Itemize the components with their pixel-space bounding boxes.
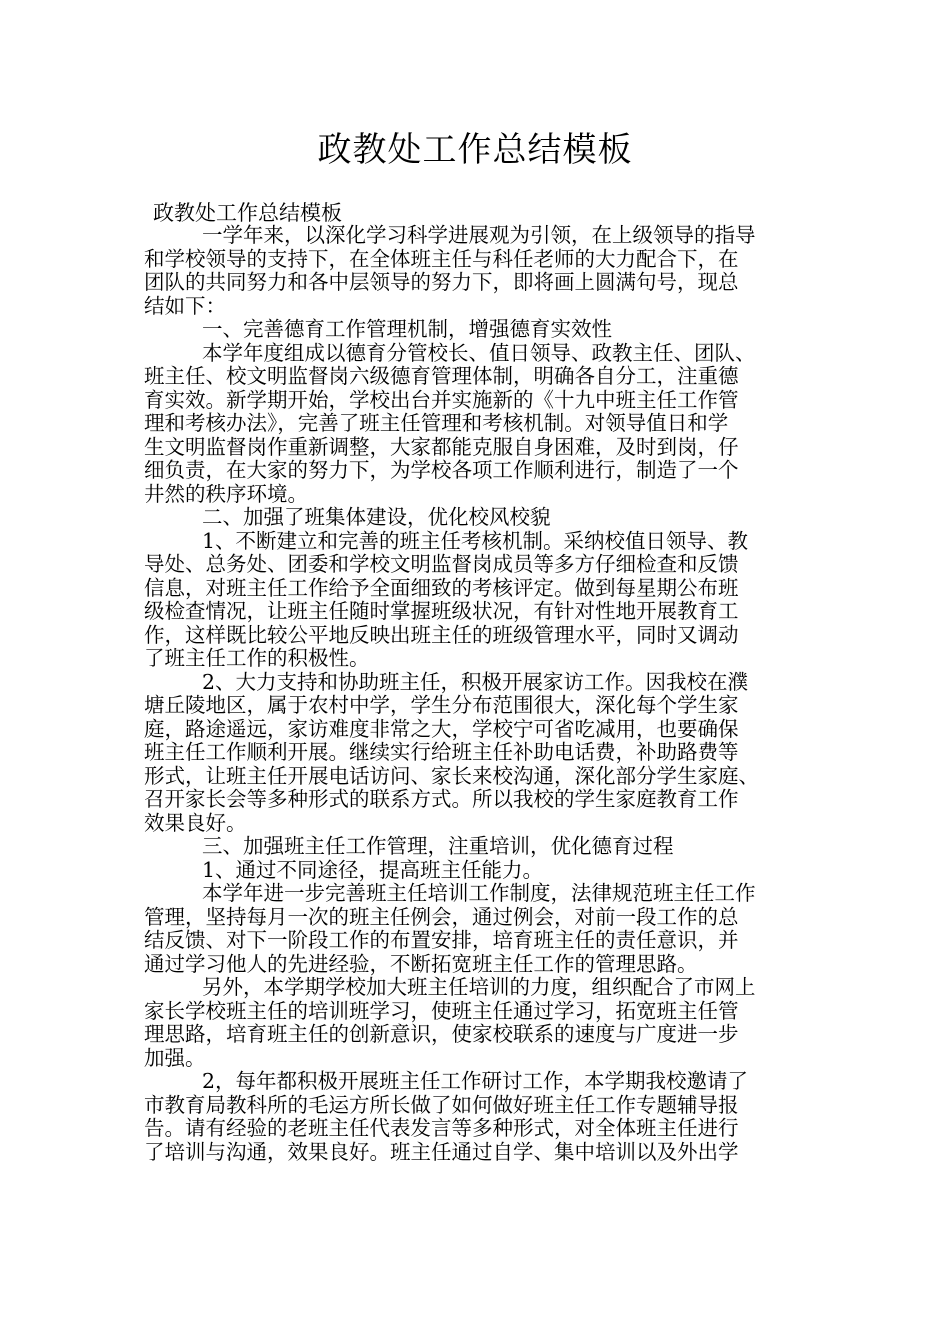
body-text-line: 形式，让班主任开展电话访问、家长来校沟通，深化部分学生家庭、 <box>144 763 759 788</box>
body-text-line: 了班主任工作的积极性。 <box>144 646 370 670</box>
body-text-line: 本学年度组成以德育分管校长、值日领导、政教主任、团队、 <box>202 340 756 365</box>
body-text-line: 生文明监督岗作重新调整，大家都能克服自身困难，及时到岗，仔 <box>144 434 739 459</box>
body-text-line: 导处、总务处、团委和学校文明监督岗成员等多方仔细检查和反馈 <box>144 552 739 576</box>
body-text-line: 管理，坚持每月一次的班主任例会，通过例会，对前一段工作的总 <box>144 904 739 929</box>
body-text-line: 井然的秩序环境。 <box>144 481 308 506</box>
body-text-line: 庭，路途遥远，家访难度非常之大，学校宁可省吃减用，也要确保 <box>144 716 739 741</box>
body-text-line: 一、完善德育工作管理机制，增强德育实效性 <box>202 317 612 341</box>
body-text-line: 细负责，在大家的努力下，为学校各项工作顺利进行，制造了一个 <box>144 458 739 482</box>
body-text-line: 1、不断建立和完善的班主任考核机制。采纳校值日领导、教 <box>202 528 749 553</box>
body-text-line: 团队的共同努力和各中层领导的努力下，即将画上圆满句号，现总 <box>144 270 739 294</box>
body-text-line: 理和考核办法》，完善了班主任管理和考核机制。对领导值日和学 <box>144 411 729 435</box>
body-text-line: 市教育局教科所的毛运方所长做了如何做好班主任工作专题辅导报 <box>144 1092 739 1117</box>
body-text-line: 二、加强了班集体建设，优化校风校貌 <box>202 505 551 529</box>
body-text-line: 级检查情况，让班主任随时掌握班级状况，有针对性地开展教育工 <box>144 599 739 623</box>
body-text-line: 本学年进一步完善班主任培训工作制度，法律规范班主任工作 <box>202 881 756 905</box>
body-text-line: 另外，本学期学校加大班主任培训的力度，组织配合了市网上 <box>202 975 756 999</box>
document-subtitle: 政教处工作总结模板 <box>153 201 342 225</box>
body-text-line: 了培训与沟通，效果良好。班主任通过自学、集中培训以及外出学 <box>144 1139 739 1164</box>
body-text-line: 家长学校班主任的培训班学习，使班主任通过学习，拓宽班主任管 <box>144 998 739 1023</box>
body-text-line: 理思路，培育班主任的创新意识，使家校联系的速度与广度进一步 <box>144 1022 739 1046</box>
body-text-line: 1、通过不同途径，提高班主任能力。 <box>202 857 544 882</box>
body-text-line: 2，每年都积极开展班主任工作研讨工作，本学期我校邀请了 <box>202 1069 749 1093</box>
body-text-line: 班主任工作顺利开展。继续实行给班主任补助电话费，补助路费等 <box>144 740 739 764</box>
body-text-line: 育实效。新学期开始，学校出台并实施新的《十九中班主任工作管 <box>144 387 739 412</box>
body-text-line: 一学年来，以深化学习科学进展观为引领，在上级领导的指导 <box>202 223 756 247</box>
body-text-line: 加强。 <box>144 1045 206 1070</box>
body-text-line: 召开家长会等多种形式的联系方式。所以我校的学生家庭教育工作 <box>144 787 739 811</box>
body-text-line: 结如下： <box>144 293 226 318</box>
body-text-line: 塘丘陵地区，属于农村中学，学生分布范围很大，深化每个学生家 <box>144 693 739 717</box>
body-text-line: 告。请有经验的老班主任代表发言等多种形式，对全体班主任进行 <box>144 1116 739 1140</box>
body-text-line: 效果良好。 <box>144 810 247 835</box>
body-text-line: 通过学习他人的先进经验，不断拓宽班主任工作的管理思路。 <box>144 951 698 976</box>
body-text-line: 信息，对班主任工作给予全面细致的考核评定。做到每星期公布班 <box>144 575 739 600</box>
body-text-line: 三、加强班主任工作管理，注重培训，优化德育过程 <box>202 834 674 858</box>
document-body <box>144 224 808 1164</box>
body-text-line: 班主任、校文明监督岗六级德育管理体制，明确各自分工，注重德 <box>144 364 739 388</box>
body-text-line: 和学校领导的支持下，在全体班主任与科任老师的大力配合下，在 <box>144 246 739 271</box>
body-text-line: 结反馈、对下一阶段工作的布置安排，培育班主任的责任意识，并 <box>144 928 739 952</box>
document-title: 政教处工作总结模板 <box>317 130 633 170</box>
body-text-line: 作，这样既比较公平地反映出班主任的班级管理水平，同时又调动 <box>144 622 739 647</box>
body-text-line: 2、大力支持和协助班主任，积极开展家访工作。因我校在濮 <box>202 669 749 694</box>
